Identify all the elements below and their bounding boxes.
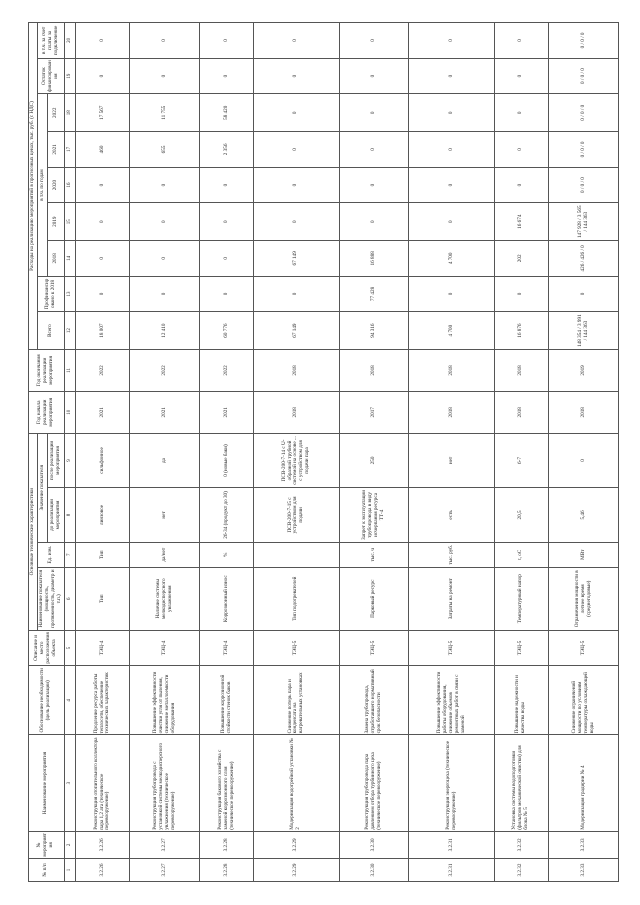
cell-fin: 0 (130, 276, 200, 312)
cell-rem: 0 (494, 58, 548, 94)
hdr-num-reg: № мероприятия (29, 831, 65, 858)
cell-ys: 2017 (339, 391, 409, 433)
cell-c21: 0 (254, 132, 339, 168)
table-row (199, 23, 253, 882)
cell-total: 67 149 (254, 312, 339, 350)
cell-c22: 58 420 (199, 94, 253, 132)
cell-name: Реконструкция энергоцеха (техническое перевооружение) (409, 735, 494, 831)
hdr-costs-group: Расходы на реализацию мероприятий в прогнозных ценах, тыс. руб. (с НДС) (29, 23, 38, 350)
cell-name: Реконструкция отопительного коллектора пара 1,2 ата (техническое перевооружение) (75, 735, 129, 831)
cell-name: Реконструкция трубопровода с установкой системы мелкодисперсного увлажнения (техническое перевооружение) (130, 735, 200, 831)
col-number: 18 (64, 94, 75, 132)
cell-just: Повышение эффективности работы оборудования, снижение объемов ремонтных работ в связи с заменой (409, 666, 494, 735)
cell-just: Повышение коррозионной стойкости стенок баков (199, 666, 253, 735)
hdr-values-group: Значение показателя (37, 433, 47, 542)
cell-ys: 2018 (409, 391, 494, 433)
col-number: 5 (64, 630, 75, 666)
cell-c22: 0 / 0 / 0 (549, 94, 619, 132)
table-row (549, 23, 619, 882)
cell-total: 12 410 (130, 312, 200, 350)
hdr-tech-group: Основные технические характеристики (29, 433, 38, 630)
col-number: 19 (64, 58, 75, 94)
cell-fin: 0 (549, 276, 619, 312)
cell-before: 20,5 (494, 488, 548, 542)
cell-c19: 0 (339, 203, 409, 241)
cell-c18: 67 149 (254, 241, 339, 277)
hdr-unit: Ед. изм. (37, 542, 64, 567)
cell-fin: 0 (199, 276, 253, 312)
cell-after: да (130, 433, 200, 487)
cell-c21: 0 (494, 132, 548, 168)
cell-c22: 0 (254, 94, 339, 132)
hdr-2019: 2019 (48, 203, 65, 241)
hdr-financed-before: Профинансировано к 2018 (37, 276, 64, 312)
cell-unit: МВт (549, 542, 619, 567)
cell-inc: 0 (75, 23, 129, 59)
cell-rem: 0 (339, 58, 409, 94)
cell-c20: 0 (199, 167, 253, 203)
col-number: 9 (64, 433, 75, 487)
cell-loc: ТЭЦ-5 (549, 630, 619, 666)
cell-unit: % (199, 542, 253, 567)
table-row (75, 23, 129, 882)
cell-just: Повышение надежности и качества воды (494, 666, 548, 735)
col-number: 15 (64, 203, 75, 241)
cell-just: Повышение эффективности очистки угля от пыления, снижение металлоемкости оборудования (130, 666, 200, 735)
cell-param: Тип (75, 567, 129, 630)
cell-c20: 0 (254, 167, 339, 203)
cell-c20: 0 (339, 167, 409, 203)
cell-loc: ТЭЦ-5 (254, 630, 339, 666)
cell-c19: 0 (199, 203, 253, 241)
cell-num: 3.2.28 (199, 858, 253, 881)
cell-c21: 0 / 0 / 0 (549, 132, 619, 168)
cell-total: 148 354 / 3 991 / 144 363 (549, 312, 619, 350)
cell-c18: 202 (494, 241, 548, 277)
cell-inc: 0 / 0 / 0 (549, 23, 619, 59)
col-number: 6 (64, 567, 75, 630)
cell-ye: 2022 (130, 349, 200, 391)
hdr-param-name: Наименование показателя (мощность, протяженность, диаметр и т.п.) (37, 567, 64, 630)
cell-c18: 0 (75, 241, 129, 277)
cell-before: линзовое (75, 488, 129, 542)
header-row-1 (29, 23, 38, 882)
cell-reg: 3.2.26 (75, 831, 129, 858)
hdr-2021: 2021 (48, 132, 65, 168)
cell-rem: 0 (199, 58, 253, 94)
cell-inc: 0 (494, 23, 548, 59)
cell-after: нет (409, 433, 494, 487)
hdr-remaining: Остаток финансирования (37, 58, 64, 94)
cell-unit: Тип (75, 542, 129, 567)
cell-num: 3.2.33 (549, 858, 619, 881)
cell-unit: да/нет (130, 542, 200, 567)
cell-reg: 3.2.29 (254, 831, 339, 858)
cell-c18: 4 700 (409, 241, 494, 277)
cell-before: ПСВ-200-7-15 с устройством для подачи (254, 488, 339, 542)
cell-name: Модернизация водогрейной установки № 2 (254, 735, 339, 831)
cell-ye: 2022 (75, 349, 129, 391)
cell-param: Наличие системы мелкодисперсного увлажнения (130, 567, 200, 630)
cell-num: 3.2.27 (130, 858, 200, 881)
cell-c20: 0 (75, 167, 129, 203)
cell-param: Тип подогревателей (254, 567, 339, 630)
cell-before: Запрет к эксплуатации трубопровода в виду исчерпания ресурса ТТ-4 (339, 488, 409, 542)
cell-after: 0 (549, 433, 619, 487)
cell-inc: 0 (199, 23, 253, 59)
col-number: 16 (64, 167, 75, 203)
cell-loc: ТЭЦ-5 (494, 630, 548, 666)
cell-just: Снижение ограничений мощности по условиям температуры охлаждающей воды (549, 666, 619, 735)
table-row (130, 23, 200, 882)
cell-rem: 0 (254, 58, 339, 94)
cell-after: ПСВ-200-7-14 с U-образной трубной системой на основе ... с устройством для подачи пара (254, 433, 339, 487)
cell-fin: 0 (494, 276, 548, 312)
cell-c18: 426 / 426 / 0 (549, 241, 619, 277)
cell-unit: тыс. ч (339, 542, 409, 567)
cell-before: 26-34 (продукт до 30) (199, 488, 253, 542)
cell-c18: 0 (199, 241, 253, 277)
cell-fin: 0 (409, 276, 494, 312)
cell-total: 4 700 (409, 312, 494, 350)
cell-total: 60 776 (199, 312, 253, 350)
col-number: 17 (64, 132, 75, 168)
cell-c20: 0 (130, 167, 200, 203)
col-number: 12 (64, 312, 75, 350)
col-number: 13 (64, 276, 75, 312)
table-row (254, 23, 339, 882)
hdr-after: после реализации мероприятия (48, 433, 65, 487)
col-number: 2 (64, 831, 75, 858)
cell-loc: ТЭЦ-4 (75, 630, 129, 666)
col-number: 3 (64, 735, 75, 831)
col-number: 14 (64, 241, 75, 277)
cell-just: Замена трубопровода, отработавшего нормативный срок безопасности (339, 666, 409, 735)
cell-ys: 2021 (130, 391, 200, 433)
hdr-total: Всего (37, 312, 64, 350)
col-number: 4 (64, 666, 75, 735)
cell-total: 18 007 (75, 312, 129, 350)
rotated-table-frame (28, 22, 616, 882)
cell-rem: 0 (409, 58, 494, 94)
cell-ye: 2018 (339, 349, 409, 391)
cell-fin: 77 428 (339, 276, 409, 312)
cell-name: Реконструкция бакового хозяйства с заменой коррозионного слоя (техническое перевооружение) (199, 735, 253, 831)
cell-ys: 2018 (254, 391, 339, 433)
cell-unit: t, oC (494, 542, 548, 567)
cell-c18: 16 888 (339, 241, 409, 277)
cell-param: Коррозионный износ (199, 567, 253, 630)
cell-num: 3.2.26 (75, 858, 129, 881)
hdr-2022: 2022 (48, 94, 65, 132)
cell-param: Парковый ресурс (339, 567, 409, 630)
hdr-before: до реализации мероприятия (48, 488, 65, 542)
cell-c20: 0 (409, 167, 494, 203)
cell-ye: 2022 (199, 349, 253, 391)
cell-total: 94 316 (339, 312, 409, 350)
cell-before: нет (130, 488, 200, 542)
cell-c22: 0 (494, 94, 548, 132)
hdr-name: Наименование мероприятия (29, 735, 65, 831)
table-body (75, 23, 618, 882)
cell-total: 16 876 (494, 312, 548, 350)
cell-c21: 655 (130, 132, 200, 168)
cell-inc: 0 (254, 23, 339, 59)
cell-c20: 0 / 0 / 0 (549, 167, 619, 203)
cell-c18: 0 (130, 241, 200, 277)
hdr-2018: 2018 (48, 241, 65, 277)
col-number: 10 (64, 391, 75, 433)
cell-just: Продление ресурса работы теплосети, обеспечение технических характеристик (75, 666, 129, 735)
cell-rem: 0 / 0 / 0 (549, 58, 619, 94)
cell-reg: 3.2.28 (199, 831, 253, 858)
cell-name: Реконструкция трубопровода пара давлением отбора турбинного цеха (техническое перевооружение) (339, 735, 409, 831)
cell-c19: 147 928 / 3 565 / 144 363 (549, 203, 619, 241)
cell-ys: 2018 (494, 391, 548, 433)
cell-reg: 3.2.30 (339, 831, 409, 858)
cell-c21: 0 (339, 132, 409, 168)
cell-before: есть (409, 488, 494, 542)
cell-c19: 0 (409, 203, 494, 241)
cell-loc: ТЭЦ-4 (199, 630, 253, 666)
hdr-location: Описание и место расположения объекта (29, 630, 65, 666)
cell-c21: 460 (75, 132, 129, 168)
cell-param: Температурный напор (494, 567, 548, 630)
investment-program-table (28, 22, 619, 882)
cell-name: Модернизация градирни № 4 (549, 735, 619, 831)
cell-c19: 0 (75, 203, 129, 241)
cell-c22: 17 567 (75, 94, 129, 132)
cell-reg: 3.2.27 (130, 831, 200, 858)
cell-c21: 2 356 (199, 132, 253, 168)
cell-ye: 2018 (494, 349, 548, 391)
cell-c22: 0 (409, 94, 494, 132)
cell-rem: 0 (130, 58, 200, 94)
cell-loc: ТЭЦ-5 (339, 630, 409, 666)
cell-after: 250 (339, 433, 409, 487)
cell-ys: 2018 (549, 391, 619, 433)
hdr-year-start: Год начала реализации мероприятия (29, 391, 65, 433)
cell-c22: 0 (339, 94, 409, 132)
table-row (409, 23, 494, 882)
hdr-2020: 2020 (48, 167, 65, 203)
cell-c21: 0 (409, 132, 494, 168)
cell-c19: 0 (254, 203, 339, 241)
col-number: 7 (64, 542, 75, 567)
cell-num: 3.2.31 (409, 858, 494, 881)
cell-fin: 0 (254, 276, 339, 312)
cell-inc: 0 (409, 23, 494, 59)
col-number: 11 (64, 349, 75, 391)
cell-reg: 3.2.31 (409, 831, 494, 858)
cell-inc: 0 (339, 23, 409, 59)
cell-ys: 2021 (75, 391, 129, 433)
cell-rem: 0 (75, 58, 129, 94)
cell-loc: ТЭЦ-5 (409, 630, 494, 666)
column-number-row (64, 23, 75, 882)
cell-c22: 11 755 (130, 94, 200, 132)
cell-c19: 16 674 (494, 203, 548, 241)
col-number: 1 (64, 858, 75, 881)
col-number: 8 (64, 488, 75, 542)
cell-num: 3.2.32 (494, 858, 548, 881)
cell-ye: 2018 (254, 349, 339, 391)
cell-num: 3.2.30 (339, 858, 409, 881)
cell-ye: 2018 (409, 349, 494, 391)
cell-c20: 0 (494, 167, 548, 203)
cell-name: Установка системы водоподготовки (фильтров механической очистки) для блока № 5 (494, 735, 548, 831)
table-row (494, 23, 548, 882)
hdr-justification: Обоснование необходимости (цель реализации) (29, 666, 65, 735)
hdr-by-years: в т.ч. по годам (37, 94, 47, 276)
table-row (339, 23, 409, 882)
cell-fin: 0 (75, 276, 129, 312)
cell-unit (254, 542, 339, 567)
cell-param: Ограничения мощности в летнее время (среднегодовые) (549, 567, 619, 630)
cell-param: Затраты на ремонт (409, 567, 494, 630)
cell-loc: ТЭЦ-4 (130, 630, 200, 666)
hdr-num: № п/п (29, 858, 65, 881)
cell-after: сильфонное (75, 433, 129, 487)
col-number: 20 (64, 23, 75, 59)
cell-after: 6-7 (494, 433, 548, 487)
cell-before: 5,46 (549, 488, 619, 542)
cell-num: 3.2.29 (254, 858, 339, 881)
cell-inc: 0 (130, 23, 200, 59)
cell-reg: 3.2.32 (494, 831, 548, 858)
hdr-year-end: Год окончания реализации мероприятия (29, 349, 65, 391)
cell-ys: 2021 (199, 391, 253, 433)
cell-c19: 0 (130, 203, 200, 241)
cell-after: 0 (новые баки) (199, 433, 253, 487)
hdr-including: в т.ч. за счет платы за подключение (37, 23, 64, 59)
cell-unit: тыс. руб. (409, 542, 494, 567)
cell-ye: 2019 (549, 349, 619, 391)
cell-just: Снижение потерь пара и конденсата на нагревательных установках (254, 666, 339, 735)
cell-reg: 3.2.33 (549, 831, 619, 858)
